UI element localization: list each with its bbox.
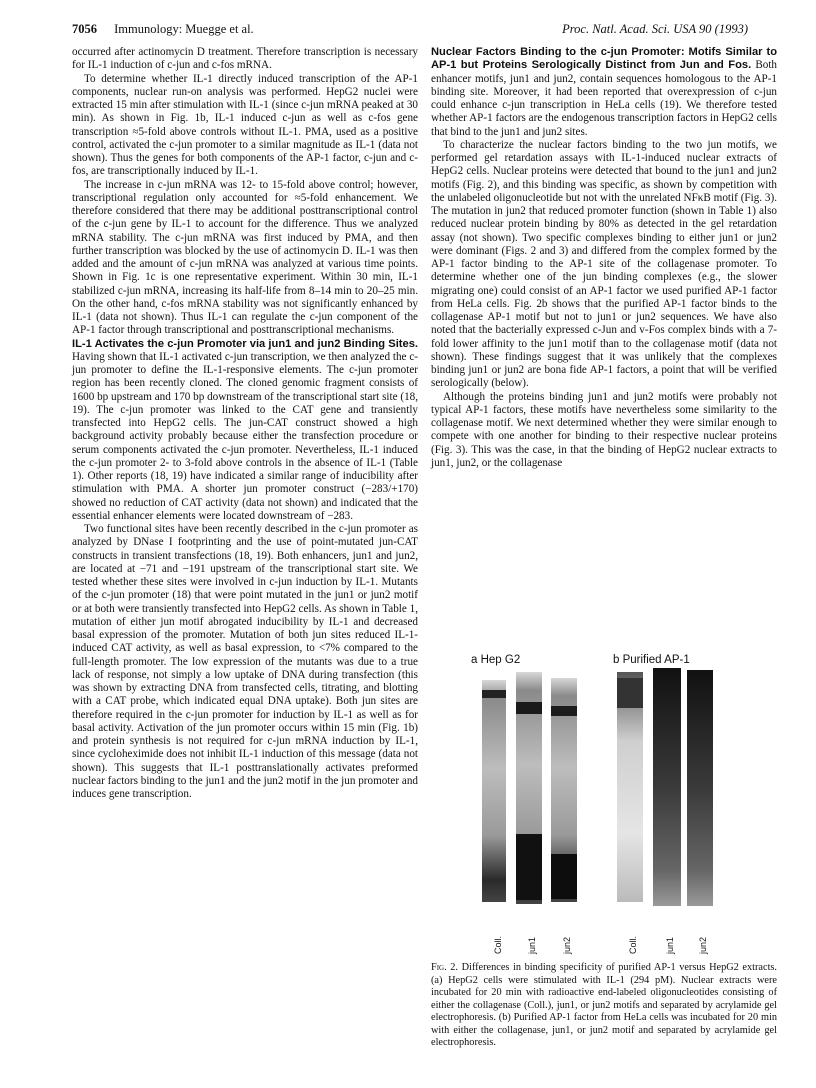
caption-label: Fig. 2. (431, 962, 458, 973)
figure-caption (431, 962, 777, 1050)
paragraph-text: Both enhancer motifs, jun1 and jun2, contain sequences homologous to the AP-1 binding site. Moreover, it had been reported that overexpression of c-jun could enhance c-jun transcription in HeLa cells (19). We therefore tested whether AP-1 factors are the endogenous transcription factors in HepG2 cells that bind to the jun1 and jun2 sites. (431, 59, 777, 138)
right-column (431, 46, 777, 470)
journal-citation: Proc. Natl. Acad. Sci. USA 90 (1993) (562, 22, 748, 36)
paragraph: occurred after actinomycin D treatment. Therefore transcription is necessary for IL-1 induction of c-jun and c-fos mRNA. (72, 46, 418, 72)
paragraph: To determine whether IL-1 directly induced transcription of the AP-1 components, nuclear run-on analysis was performed. HepG2 nuclei were extracted 15 min after stimulation with IL-1 (since c-jun mRNA peaked at 30 min). As shown in Fig. 1b, IL-1 induced c-jun as well as c-fos gene transcription ≈5-fold above controls without IL-1. PMA, used as a positive control, activated the c-jun promoter to a similar magnitude as IL-1 (data not shown). Thus the genes for both components of the AP-1 factor, c-jun and c-fos, are transcriptionally induced by IL-1. (72, 72, 418, 178)
caption-text: Differences in binding specificity of purified AP-1 versus HepG2 extracts. (a) HepG2 cells were stimulated with IL-1 (294 pM). Nuclear extracts were incubated for 20 min with radioactive end-labeled oligonucleotides consisting of either the collagenase (Coll.), jun1, or jun2 motifs and separated by acrylamide gel electrophoresis. (b) Purified AP-1 factor from HeLa cells was incubated for 20 min with either the collagenase, jun1, or jun2 motif and separated by acrylamide gel electrophoresis. (431, 962, 778, 1048)
section-heading: IL-1 Activates the c-jun Promoter via jun1 and jun2 Binding Sites. (72, 337, 418, 350)
band (551, 854, 577, 899)
panel-a-label: a Hep G2 (471, 654, 521, 666)
left-column (72, 46, 418, 801)
paragraph: Although the proteins binding jun1 and jun2 motifs were probably not typical AP-1 factors, these motifs have nevertheless some similarity to the collagenase motif. We next determined whether they were similar enough to compete with one another for binding to their respective nuclear proteins (Fig. 3). This was the case, in that the binding of HepG2 nuclear extracts to jun1, jun2, or the collagenase (431, 390, 777, 469)
paragraph: To characterize the nuclear factors binding to the two jun motifs, we performed gel retardation assays with IL-1-induced nuclear extracts of HepG2 cells. Nuclear proteins were detected that bound to the jun1 and jun2 motifs (Fig. 2), and this binding was specific, as shown by competition with the unlabeled oligonucleotide but not with the unrelated NFκB motif (Fig. 3). The mutation in jun2 that reduced promoter function (shown in Table 1) also reduced nuclear protein binding by 80% as detected in the gel retardation assay (not shown). Two specific complexes binding to either jun1 or jun2 were dominant (Figs. 2 and 3) and differed from the complex formed by the AP-1 factor binding to the AP-1 site of the collagenase promoter. To determine whether one of the jun binding complexes (e.g., the slower migrating one) could consist of an AP-1 factor we used purified AP-1 factor from HeLa cells. Fig. 2b shows that the purified AP-1 factor binds to the collagenase AP-1 motif but not to jun1 or jun2 sequences. We have also noted that the bacterially expressed c-Jun and v-Fos complex binds with a 7-fold lower affinity to the jun1 motif than to the collagenase motif (data not shown). These findings suggest that it was unlikely that the complexes binding jun1 or jun2 are bona fide AP-1 factors, a point that will be verified serologically (below). (431, 138, 777, 390)
paragraph: The increase in c-jun mRNA was 12- to 15-fold above control; however, transcriptional regulation only accounted for ≈5-fold enhancement. We therefore considered that there may be additional posttranscriptional control of the c-jun gene by IL-1 to account for the difference. Thus we analyzed mRNA stability. The c-jun mRNA was first induced by PMA, and then further transcription was blocked by the use of actinomycin D. IL-1 was then added and the amount of c-jun mRNA was analyzed at various time points. Shown in Fig. 1c is one representative experiment. Within 30 min, IL-1 stabilized c-jun mRNA, increasing its half-life from 8–14 min to 20–25 min. On the other hand, c-fos mRNA stability was not significantly enhanced by IL-1 (data not shown). Thus IL-1 can regulate the c-jun component of the AP-1 factor through transcriptional and posttranscriptional mechanisms. (72, 178, 418, 337)
section-heading: Nuclear Factors Binding to the c-jun Promoter: Motifs Similar to AP-1 but Proteins Serologically Distinct from Jun and Fos. (431, 46, 777, 72)
lane-label-coll-b: Coll. (628, 935, 638, 954)
lane-label-jun1-b: jun1 (665, 936, 675, 954)
lane-label-jun2-b: jun2 (698, 936, 708, 954)
section-title: Immunology: Muegge et al. (114, 22, 254, 36)
band (516, 702, 542, 714)
figure-2-gel (441, 654, 781, 959)
lane-label-jun1-a: jun1 (527, 936, 537, 954)
band (516, 834, 542, 900)
lane-a-coll (482, 680, 506, 902)
panel-b-label: b Purified AP-1 (613, 654, 690, 666)
band (482, 690, 506, 698)
paragraph: Two functional sites have been recently described in the c-jun promoter as analyzed by DNase I footprinting and the use of point-mutated jun-CAT constructs in transient transfections (18, 19). Both enhancers, jun1 and jun2, are located at −71 and −191 upstream of the transcriptional start site. We tested whether these sites were involved in c-jun induction by IL-1. Mutants of the c-jun promoter (18) that were point mutated in the jun1 or jun2 motif or at both were transiently transfected into HepG2 cells. As shown in Table 1, mutation of either jun motif abrogated inducibility by IL-1 and decreased basal expression of the promoter. Mutation of both jun sites reduced IL-1-induced CAT activity, as well as basal expression, to <7% compared to the full-length promoter. The low expression of the mutants was due to a true lack of response, not simply a low uptake of DNA during transfection (this was shown by extracting DNA from transfected cells, titrating, and blotting with a CAT probe, which indicated equal DNA uptake). Both jun sites are therefore required in the c-jun promoter for induction by IL-1 as well as for basal activity. Activation of the jun promoter occurs within 15 min (Fig. 1b) and protein synthesis is not required for c-jun mRNA induction by IL-1, since cycloheximide does not inhibit IL-1 induction of this message (data not shown). This suggests that IL-1 posttranslationally activates preformed nuclear factors binding to the jun1 and the jun2 motif in the jun promoter and induces gene transcription. (72, 523, 418, 800)
gel-image (441, 654, 781, 959)
lane-b-jun1 (653, 668, 681, 906)
paragraph-text: Having shown that IL-1 activated c-jun transcription, we then analyzed the c-jun promoter to define the IL-1-responsive elements. The c-jun promoter region has been recently cloned. The cloned genomic fragment consists of 1600 bp upstream and 170 bp downstream of the transcriptional start site (18, 19). The c-jun promoter was linked to the CAT gene and transiently transfected into HepG2 cells. The jun-CAT construct showed a high background activity probably because either the transfection procedure or serum components activated the c-jun promoter. Nevertheless, IL-1 induced the c-jun promoter 2- to 3-fold above controls in the absence of IL-1 (Table 1). Other reports (18, 19) have indicated a similar range of inducibility after stimulation with PMA. A shorter jun promoter construct (−283/+170) showed no reduction of CAT activity (data not shown) and indicated that the essential enhancer elements were located downstream of −283. (72, 350, 418, 522)
lane-label-coll-a: Coll. (493, 935, 503, 954)
lane-b-jun2 (687, 670, 713, 906)
band (551, 706, 577, 716)
page-number: 7056 (72, 22, 97, 36)
running-header-left (72, 22, 254, 37)
lane-label-jun2-a: jun2 (562, 936, 572, 954)
band (617, 678, 643, 708)
